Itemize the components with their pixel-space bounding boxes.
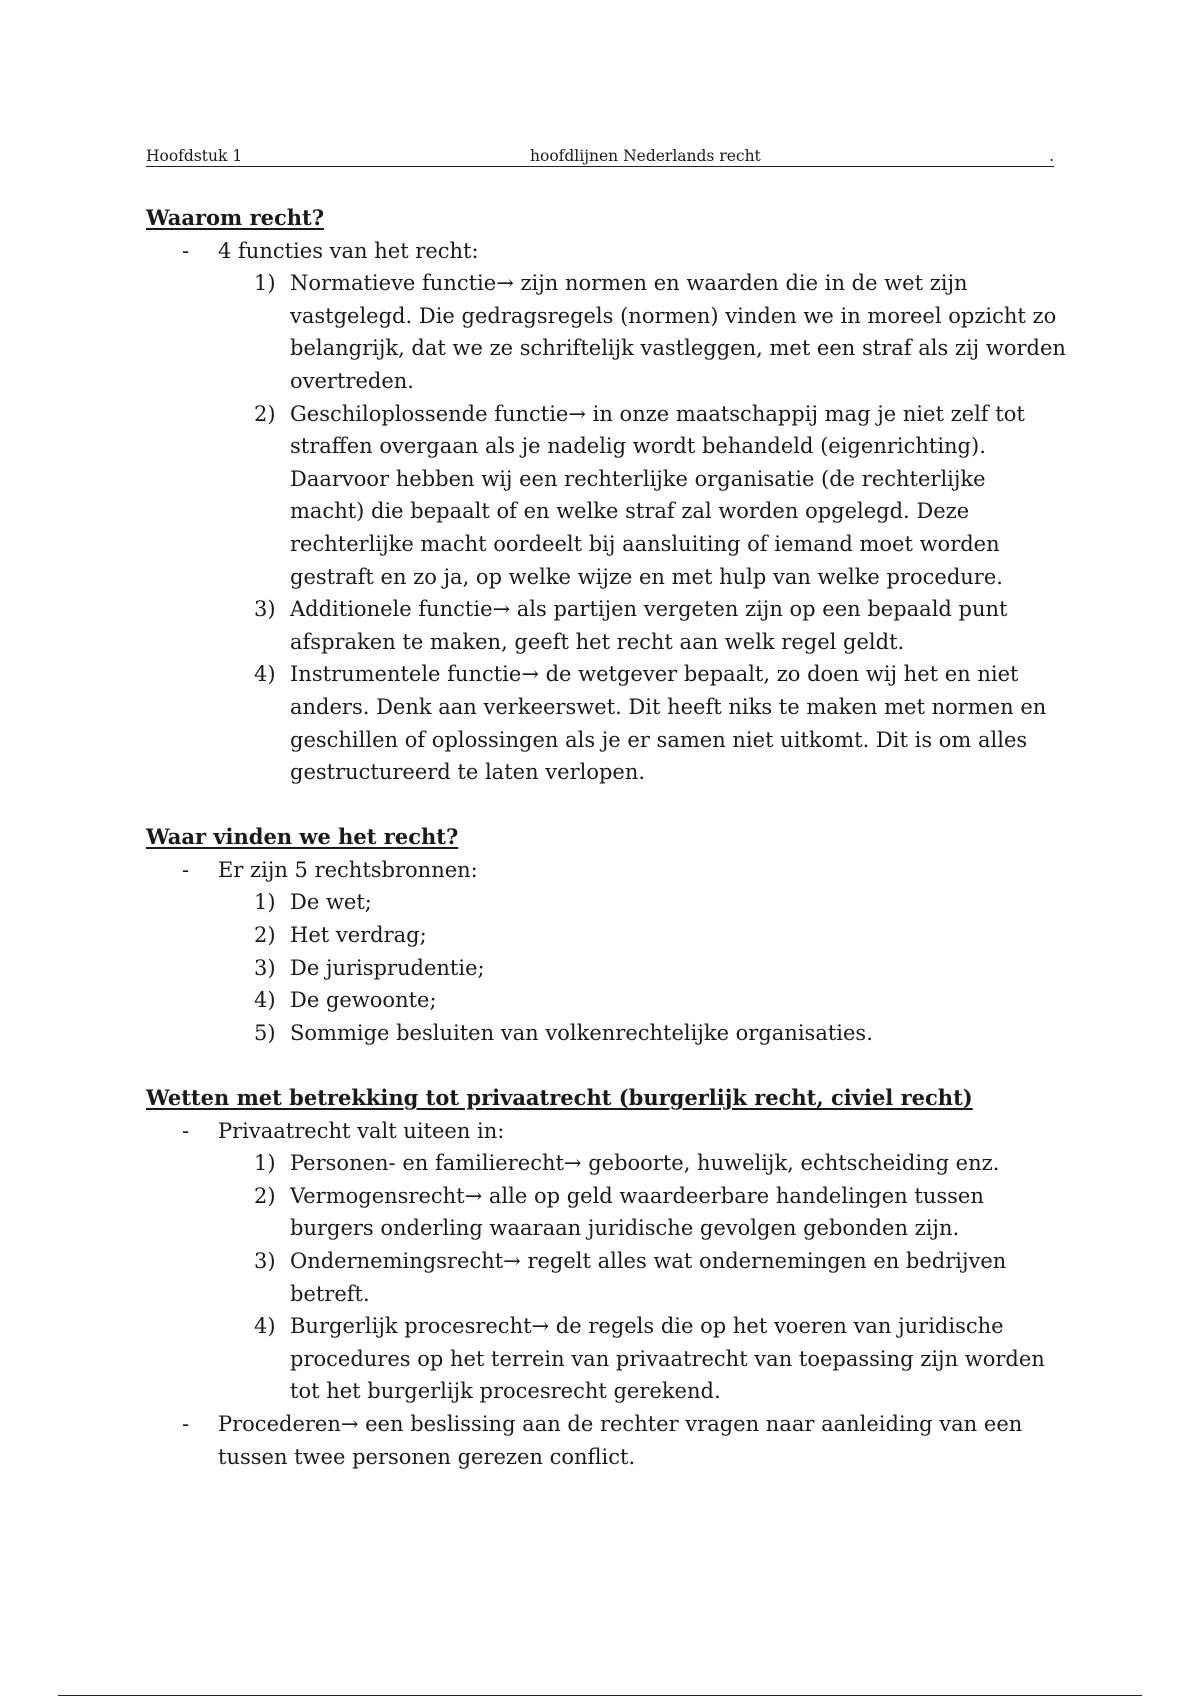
- list-item-text: Additionele functie→ als partijen vergeten zijn op een bepaald punt afspraken te maken, geeft het recht aan welk regel geldt.: [290, 597, 1008, 654]
- list-item-text: Normatieve functie→ zijn normen en waarden die in de wet zijn vastgelegd. Die gedragsregels (normen) vinden we in moreel opzicht zo belangrijk, dat we ze schriftelijk vastleggen, met een straf als zij worden overtreden.: [290, 271, 1066, 393]
- list-item: [146, 984, 1066, 1017]
- list-number: 1): [254, 890, 276, 915]
- dash-item: [146, 1115, 1066, 1148]
- list-number: 5): [254, 1020, 276, 1045]
- list-number: 2): [254, 1183, 276, 1208]
- numbered-list: [146, 1147, 1066, 1408]
- section-title: Waar vinden we het recht?: [146, 824, 459, 850]
- header-period: .: [1049, 147, 1054, 165]
- list-item-text: Instrumentele functie→ de wetgever bepaalt, zo doen wij het en niet anders. Denk aan verkeerswet. Dit heeft niks te maken met normen en geschillen of oplossingen als je er samen niet uitkomt. Dit is om alles gestructureerd te laten verlopen.: [290, 662, 1047, 785]
- numbered-list: [146, 886, 1066, 1049]
- list-item: [146, 886, 1066, 919]
- list-item: [146, 267, 1066, 397]
- numbered-list: [146, 267, 1066, 789]
- section-title: Wetten met betrekking tot privaatrecht (burgerlijk recht, civiel recht): [146, 1085, 973, 1111]
- list-item: [146, 1180, 1066, 1245]
- list-number: 3): [254, 597, 276, 622]
- list-item-text: Ondernemingsrecht→ regelt alles wat ondernemingen en bedrijven betreft.: [290, 1249, 1007, 1306]
- dash-marker: -: [182, 1118, 190, 1143]
- page-header: [146, 146, 1054, 167]
- list-number: 3): [254, 1249, 276, 1273]
- dash-item-text: Er zijn 5 rechtsbronnen:: [218, 857, 478, 882]
- list-number: 4): [254, 988, 276, 1013]
- list-number: 4): [254, 662, 276, 687]
- list-item: [146, 1147, 1066, 1180]
- list-number: 2): [254, 923, 276, 948]
- list-number: 1): [254, 271, 276, 296]
- list-item-text: Burgerlijk procesrecht→ de regels die op het voeren van juridische procedures op het terrein van privaatrecht van toepassing zijn worden tot het burgerlijk procesrecht gerekend.: [290, 1314, 1045, 1404]
- list-item: [146, 398, 1066, 594]
- list-item: [146, 952, 1066, 985]
- dash-marker: -: [182, 1411, 190, 1436]
- list-item: [146, 1017, 1066, 1050]
- dash-item-text: Privaatrecht valt uiteen in:: [218, 1118, 505, 1143]
- list-item-text: De wet;: [290, 890, 372, 915]
- section-title: Waarom recht?: [146, 205, 325, 230]
- list-item-text: De gewoonte;: [290, 988, 437, 1013]
- dash-marker: -: [182, 238, 190, 263]
- list-item-text: Personen- en familierecht→ geboorte, huwelijk, echtscheiding enz.: [290, 1151, 1000, 1176]
- footer-rule: [58, 1695, 1142, 1696]
- list-item-text: Het verdrag;: [290, 923, 427, 948]
- list-number: 4): [254, 1314, 276, 1339]
- section-waarom-recht: [146, 202, 1066, 789]
- list-item: [146, 593, 1066, 658]
- dash-item-text: Procederen→ een beslissing aan de rechter vragen naar aanleiding van een tussen twee personen gerezen conflict.: [218, 1411, 1023, 1469]
- list-number: 2): [254, 401, 276, 426]
- list-number: 3): [254, 955, 276, 980]
- list-item: [146, 1245, 1066, 1310]
- list-item: [146, 919, 1066, 952]
- dash-item: [146, 1408, 1066, 1473]
- document-body: [146, 202, 1066, 1473]
- list-item: [146, 1310, 1066, 1408]
- header-chapter: Hoofdstuk 1: [146, 147, 243, 165]
- section-privaatrecht: [146, 1082, 1066, 1473]
- header-title: hoofdlijnen Nederlands recht: [530, 147, 761, 165]
- dash-item: [146, 854, 1066, 887]
- dash-item: [146, 235, 1066, 268]
- dash-marker: -: [182, 857, 190, 882]
- dash-item-text: 4 functies van het recht:: [218, 238, 479, 263]
- list-item-text: Geschiloplossende functie→ in onze maatschappij mag je niet zelf tot straffen overgaan als je nadelig wordt behandeld (eigenrichting). Daarvoor hebben wij een rechterlijke organisatie (de rechterlijke macht) die bepaalt of en welke straf zal worden opgelegd. Deze rechterlijke macht oordeelt bij aansluiting of iemand moet worden gestraft en zo ja, op welke wijze en met hulp van welke procedure.: [290, 401, 1025, 589]
- list-item-text: De jurisprudentie;: [290, 955, 485, 980]
- list-item-text: Vermogensrecht→ alle op geld waardeerbare handelingen tussen burgers onderling waaraan juridische gevolgen gebonden zijn.: [290, 1183, 984, 1241]
- list-number: 1): [254, 1151, 276, 1176]
- list-item: [146, 658, 1066, 788]
- section-waar-vinden: [146, 821, 1066, 1049]
- list-item-text: Sommige besluiten van volkenrechtelijke organisaties.: [290, 1020, 873, 1045]
